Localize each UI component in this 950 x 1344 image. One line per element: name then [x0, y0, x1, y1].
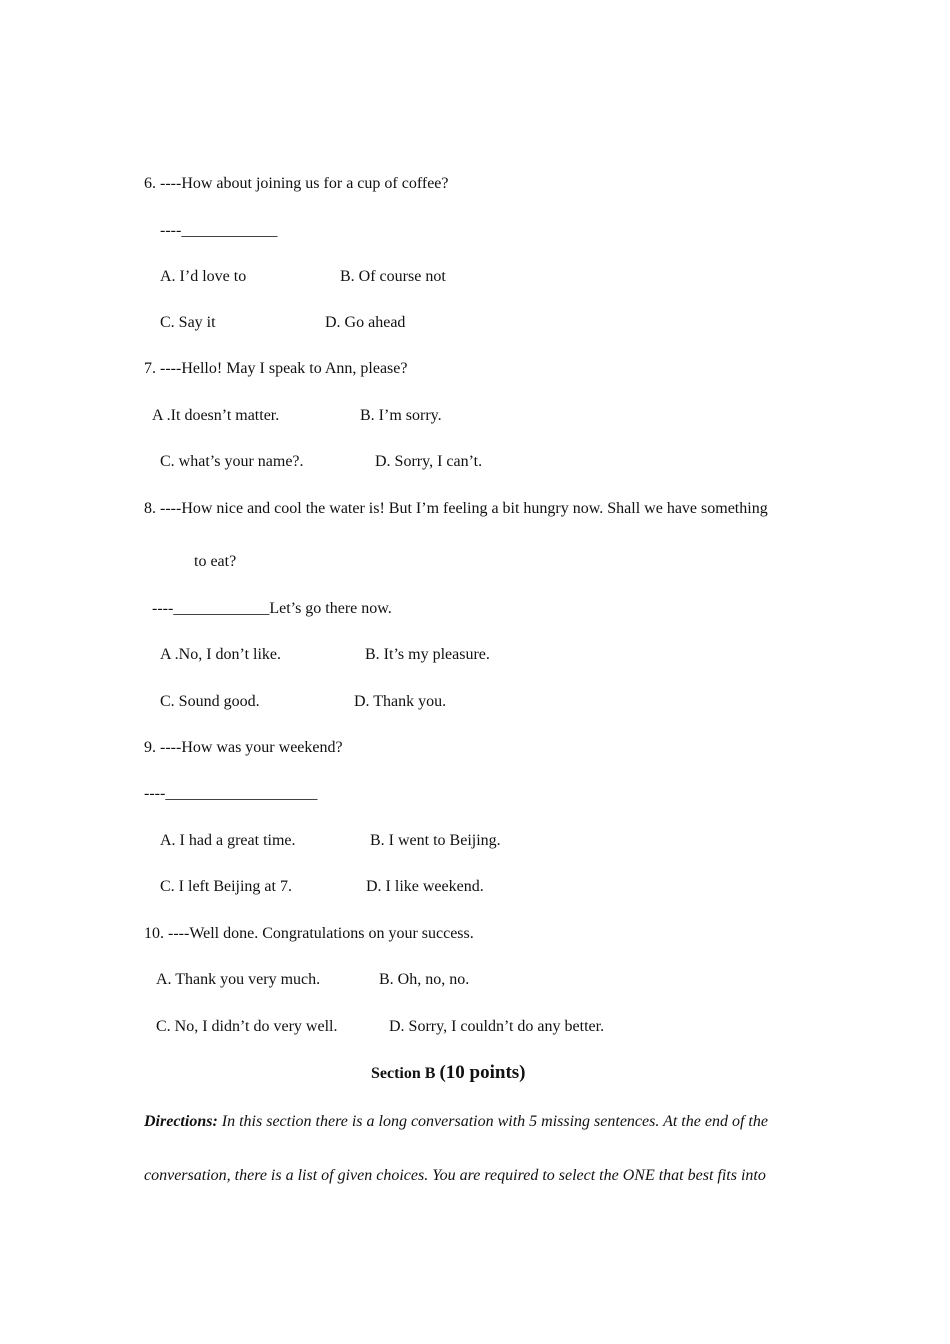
question-8-option-a: A .No, I don’t like.	[160, 646, 282, 663]
question-7-option-d: D. Sorry, I can’t.	[375, 453, 483, 470]
question-9-stem: 9. ----How was your weekend?	[144, 739, 343, 756]
question-8-stem: 8. ----How nice and cool the water is! But I’m feeling a bit hungry now. Shall we have something	[144, 500, 768, 517]
question-10-option-c: C. No, I didn’t do very well.	[156, 1018, 338, 1035]
question-9-option-c: C. I left Beijing at 7.	[160, 878, 292, 895]
question-10-option-d: D. Sorry, I couldn’t do any better.	[389, 1018, 605, 1035]
question-6-stem: 6. ----How about joining us for a cup of coffee?	[144, 175, 449, 192]
question-10-stem: 10. ----Well done. Congratulations on your success.	[144, 925, 474, 942]
question-8-option-b: B. It’s my pleasure.	[365, 646, 490, 663]
question-7-option-b: B. I’m sorry.	[360, 407, 442, 424]
directions-label: Directions:	[144, 1113, 218, 1130]
question-8-stem-continued: to eat?	[194, 553, 237, 570]
question-10-option-b: B. Oh, no, no.	[379, 971, 470, 988]
question-7-stem: 7. ----Hello! May I speak to Ann, please?	[144, 360, 408, 377]
directions-text-1: In this section there is a long conversation with 5 missing sentences. At the end of the	[221, 1113, 768, 1130]
question-9-option-b: B. I went to Beijing.	[370, 832, 501, 849]
question-6-option-c: C. Say it	[160, 314, 216, 331]
question-7-option-a: A .It doesn’t matter.	[152, 407, 280, 424]
section-b-directions-line-2	[144, 1166, 804, 1186]
section-b-title: Section B	[371, 1065, 436, 1082]
question-9-option-a: A. I had a great time.	[160, 832, 296, 849]
question-6-option-a: A. I’d love to	[160, 268, 247, 285]
section-b-directions-line-1	[144, 1112, 804, 1132]
question-8-option-d: D. Thank you.	[354, 693, 447, 710]
question-6-option-d: D. Go ahead	[325, 314, 406, 331]
section-b-points: (10 points)	[439, 1062, 526, 1083]
question-9-response-blank: ----___________________	[144, 785, 318, 802]
question-7-option-c: C. what’s your name?.	[160, 453, 304, 470]
question-8-response-blank: ----____________Let’s go there now.	[152, 600, 392, 617]
question-8-option-c: C. Sound good.	[160, 693, 260, 710]
question-6-response-blank: ----____________	[160, 222, 278, 239]
question-10-option-a: A. Thank you very much.	[156, 971, 321, 988]
section-b-heading	[371, 1061, 526, 1086]
question-6-option-b: B. Of course not	[340, 268, 446, 285]
question-9-option-d: D. I like weekend.	[366, 878, 484, 895]
directions-text-2: conversation, there is a list of given choices. You are required to select the ONE that best fits into	[144, 1167, 766, 1184]
